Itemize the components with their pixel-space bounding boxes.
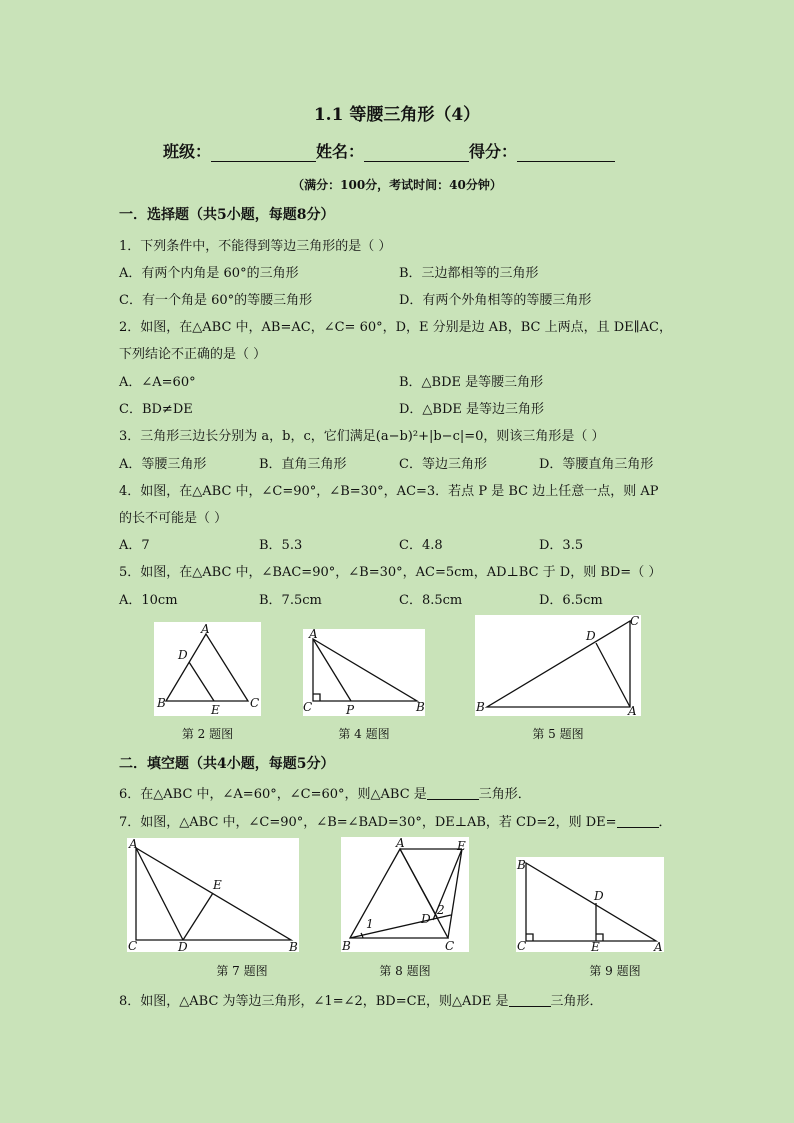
fig8-label-a: A bbox=[396, 837, 405, 850]
q5-option-d[interactable]: D．6.5cm bbox=[539, 593, 603, 608]
q3-option-b[interactable]: B．直角三角形 bbox=[259, 457, 347, 472]
figure-5-caption: 第 5 题图 bbox=[532, 727, 584, 741]
q3-option-a[interactable]: A．等腰三角形 bbox=[119, 457, 207, 472]
fig8-label-d: D bbox=[421, 912, 431, 926]
fig2-segment-de bbox=[189, 662, 214, 701]
q8-text-after: 三角形． bbox=[550, 994, 603, 1009]
name-field[interactable] bbox=[364, 143, 469, 162]
q4-stem-cont: 的长不可能是（ ） bbox=[119, 511, 228, 526]
figure-4 bbox=[303, 629, 425, 716]
fig9-right-angle-mark-c bbox=[526, 934, 533, 941]
fig9-label-a: A bbox=[654, 940, 663, 952]
fig2-label-d: D bbox=[178, 648, 188, 662]
q6-stem bbox=[119, 783, 531, 802]
fig2-label-c: C bbox=[250, 696, 260, 710]
class-label: 班级： bbox=[163, 142, 212, 161]
fig9-label-d: D bbox=[594, 889, 604, 903]
q1-stem: 1．下列条件中，不能得到等边三角形的是（ ） bbox=[119, 239, 392, 254]
fig9-label-b: B bbox=[517, 858, 526, 872]
q8-answer-blank[interactable] bbox=[509, 992, 551, 1007]
q2-option-b[interactable]: B．△BDE 是等腰三角形 bbox=[399, 375, 544, 390]
fig2-label-e: E bbox=[211, 703, 220, 716]
fig5-triangle-abc bbox=[487, 621, 630, 707]
fig8-triangle-abc bbox=[350, 849, 448, 938]
fig2-label-a: A bbox=[201, 622, 210, 636]
fig4-label-p: P bbox=[346, 703, 355, 716]
q2-stem-cont: 下列结论不正确的是（ ） bbox=[119, 347, 267, 362]
fig7-label-a: A bbox=[129, 838, 138, 851]
fig5-label-c: C bbox=[630, 615, 640, 628]
fig8-label-e: E bbox=[457, 839, 466, 853]
q2-option-c[interactable]: C．BD≠DE bbox=[119, 402, 193, 417]
fig8-segment-ad bbox=[400, 849, 437, 917]
q6-text-after: 三角形． bbox=[478, 787, 531, 802]
q4-stem: 4．如图，在△ABC 中，∠C=90°，∠B=30°，AC=3．若点 P 是 BC 边上任意一点，则 AP bbox=[119, 484, 659, 499]
figure-8-caption: 第 8 题图 bbox=[379, 964, 431, 978]
fig4-segment-ap bbox=[313, 639, 351, 701]
q7-text-after: ． bbox=[658, 815, 672, 830]
q5-option-a[interactable]: A．10cm bbox=[119, 593, 178, 608]
q8-text-before: 8．如图，△ABC 为等边三角形，∠1=∠2，BD=CE，则△ADE 是 bbox=[119, 994, 509, 1009]
q1-option-c[interactable]: C．有一个角是 60°的等腰三角形 bbox=[119, 293, 313, 308]
q7-text-before: 7．如图，△ABC 中，∠C=90°，∠B=∠BAD=30°，DE⊥AB，若 CD=2，则 DE= bbox=[119, 815, 617, 830]
fig5-label-a: A bbox=[628, 704, 637, 716]
q5-stem: 5．如图，在△ABC 中，∠BAC=90°，∠B=30°，AC=5cm，AD⊥BC 于 D，则 BD=（ ） bbox=[119, 565, 662, 580]
section1-heading: 一．选择题（共5小题，每题8分） bbox=[119, 207, 335, 223]
q4-option-c[interactable]: C．4.8 bbox=[399, 538, 443, 553]
q4-option-d[interactable]: D．3.5 bbox=[539, 538, 584, 553]
fig4-label-a: A bbox=[309, 629, 318, 641]
class-field[interactable] bbox=[211, 143, 316, 162]
student-info-line bbox=[163, 139, 615, 162]
q3-option-c[interactable]: C．等边三角形 bbox=[399, 457, 487, 472]
figure-2 bbox=[154, 622, 261, 716]
q3-option-d[interactable]: D．等腰直角三角形 bbox=[539, 457, 654, 472]
fig5-segment-ad bbox=[596, 643, 630, 707]
fig9-label-c: C bbox=[517, 939, 527, 952]
fig4-right-angle-mark bbox=[313, 694, 320, 701]
fig9-label-e: E bbox=[591, 940, 600, 952]
fig7-label-e: E bbox=[213, 878, 222, 892]
figure-9-caption: 第 9 题图 bbox=[589, 964, 641, 978]
q2-option-a[interactable]: A．∠A=60° bbox=[119, 375, 196, 390]
q7-answer-blank[interactable] bbox=[617, 813, 659, 828]
q6-text-before: 6．在△ABC 中，∠A=60°，∠C=60°，则△ABC 是 bbox=[119, 787, 427, 802]
q2-option-d[interactable]: D．△BDE 是等边三角形 bbox=[399, 402, 545, 417]
fig2-label-b: B bbox=[157, 696, 166, 710]
fig8-label-b: B bbox=[342, 939, 351, 952]
score-field[interactable] bbox=[517, 143, 615, 162]
section2-heading: 二．填空题（共4小题，每题5分） bbox=[119, 756, 335, 772]
q1-option-a[interactable]: A．有两个内角是 60°的三角形 bbox=[119, 266, 299, 281]
q7-stem bbox=[119, 811, 672, 830]
q3-stem: 3．三角形三边长分别为 a，b，c，它们满足(a−b)²+|b−c|=0，则该三角形是（ ） bbox=[119, 429, 605, 444]
fig7-label-d: D bbox=[178, 940, 188, 952]
figure-7 bbox=[127, 838, 299, 952]
fig8-label-angle-2: 2 bbox=[437, 903, 445, 917]
page-title: 1.1 等腰三角形（4） bbox=[313, 105, 481, 125]
name-label: 姓名： bbox=[316, 142, 365, 161]
figure-9 bbox=[516, 857, 664, 952]
figure-4-caption: 第 4 题图 bbox=[338, 727, 390, 741]
figure-7-caption: 第 7 题图 bbox=[216, 964, 268, 978]
fig4-label-c: C bbox=[303, 700, 313, 714]
fig5-label-d: D bbox=[586, 629, 596, 643]
fig5-label-b: B bbox=[476, 700, 485, 714]
fig7-segment-de bbox=[183, 893, 213, 940]
fig4-triangle-abc bbox=[313, 639, 417, 701]
fig8-segment-ec bbox=[448, 849, 462, 938]
q2-stem: 2．如图，在△ABC 中，AB=AC，∠C= 60°，D，E 分别是边 AB，BC 上两点，且 DE∥AC， bbox=[119, 320, 672, 335]
fig8-label-angle-1: 1 bbox=[366, 917, 374, 931]
q6-answer-blank[interactable] bbox=[427, 785, 479, 800]
figure-2-caption: 第 2 题图 bbox=[181, 727, 234, 741]
q4-option-b[interactable]: B．5.3 bbox=[259, 538, 303, 553]
fig8-label-c: C bbox=[445, 939, 455, 952]
q1-option-b[interactable]: B．三边都相等的三角形 bbox=[399, 266, 539, 281]
fig9-triangle-abc bbox=[526, 863, 656, 941]
q1-option-d[interactable]: D．有两个外角相等的等腰三角形 bbox=[399, 293, 592, 308]
q5-option-c[interactable]: C．8.5cm bbox=[399, 593, 463, 608]
q8-stem bbox=[119, 990, 603, 1009]
figure-8 bbox=[341, 837, 469, 952]
fig4-label-b: B bbox=[416, 700, 425, 714]
exam-note: （满分：100分，考试时间：40分钟） bbox=[292, 178, 502, 192]
figure-5 bbox=[475, 615, 641, 716]
q4-option-a[interactable]: A．7 bbox=[119, 538, 150, 553]
fig7-label-c: C bbox=[128, 939, 138, 952]
q5-option-b[interactable]: B．7.5cm bbox=[259, 593, 322, 608]
fig7-label-b: B bbox=[289, 940, 298, 952]
score-label: 得分： bbox=[469, 142, 518, 161]
